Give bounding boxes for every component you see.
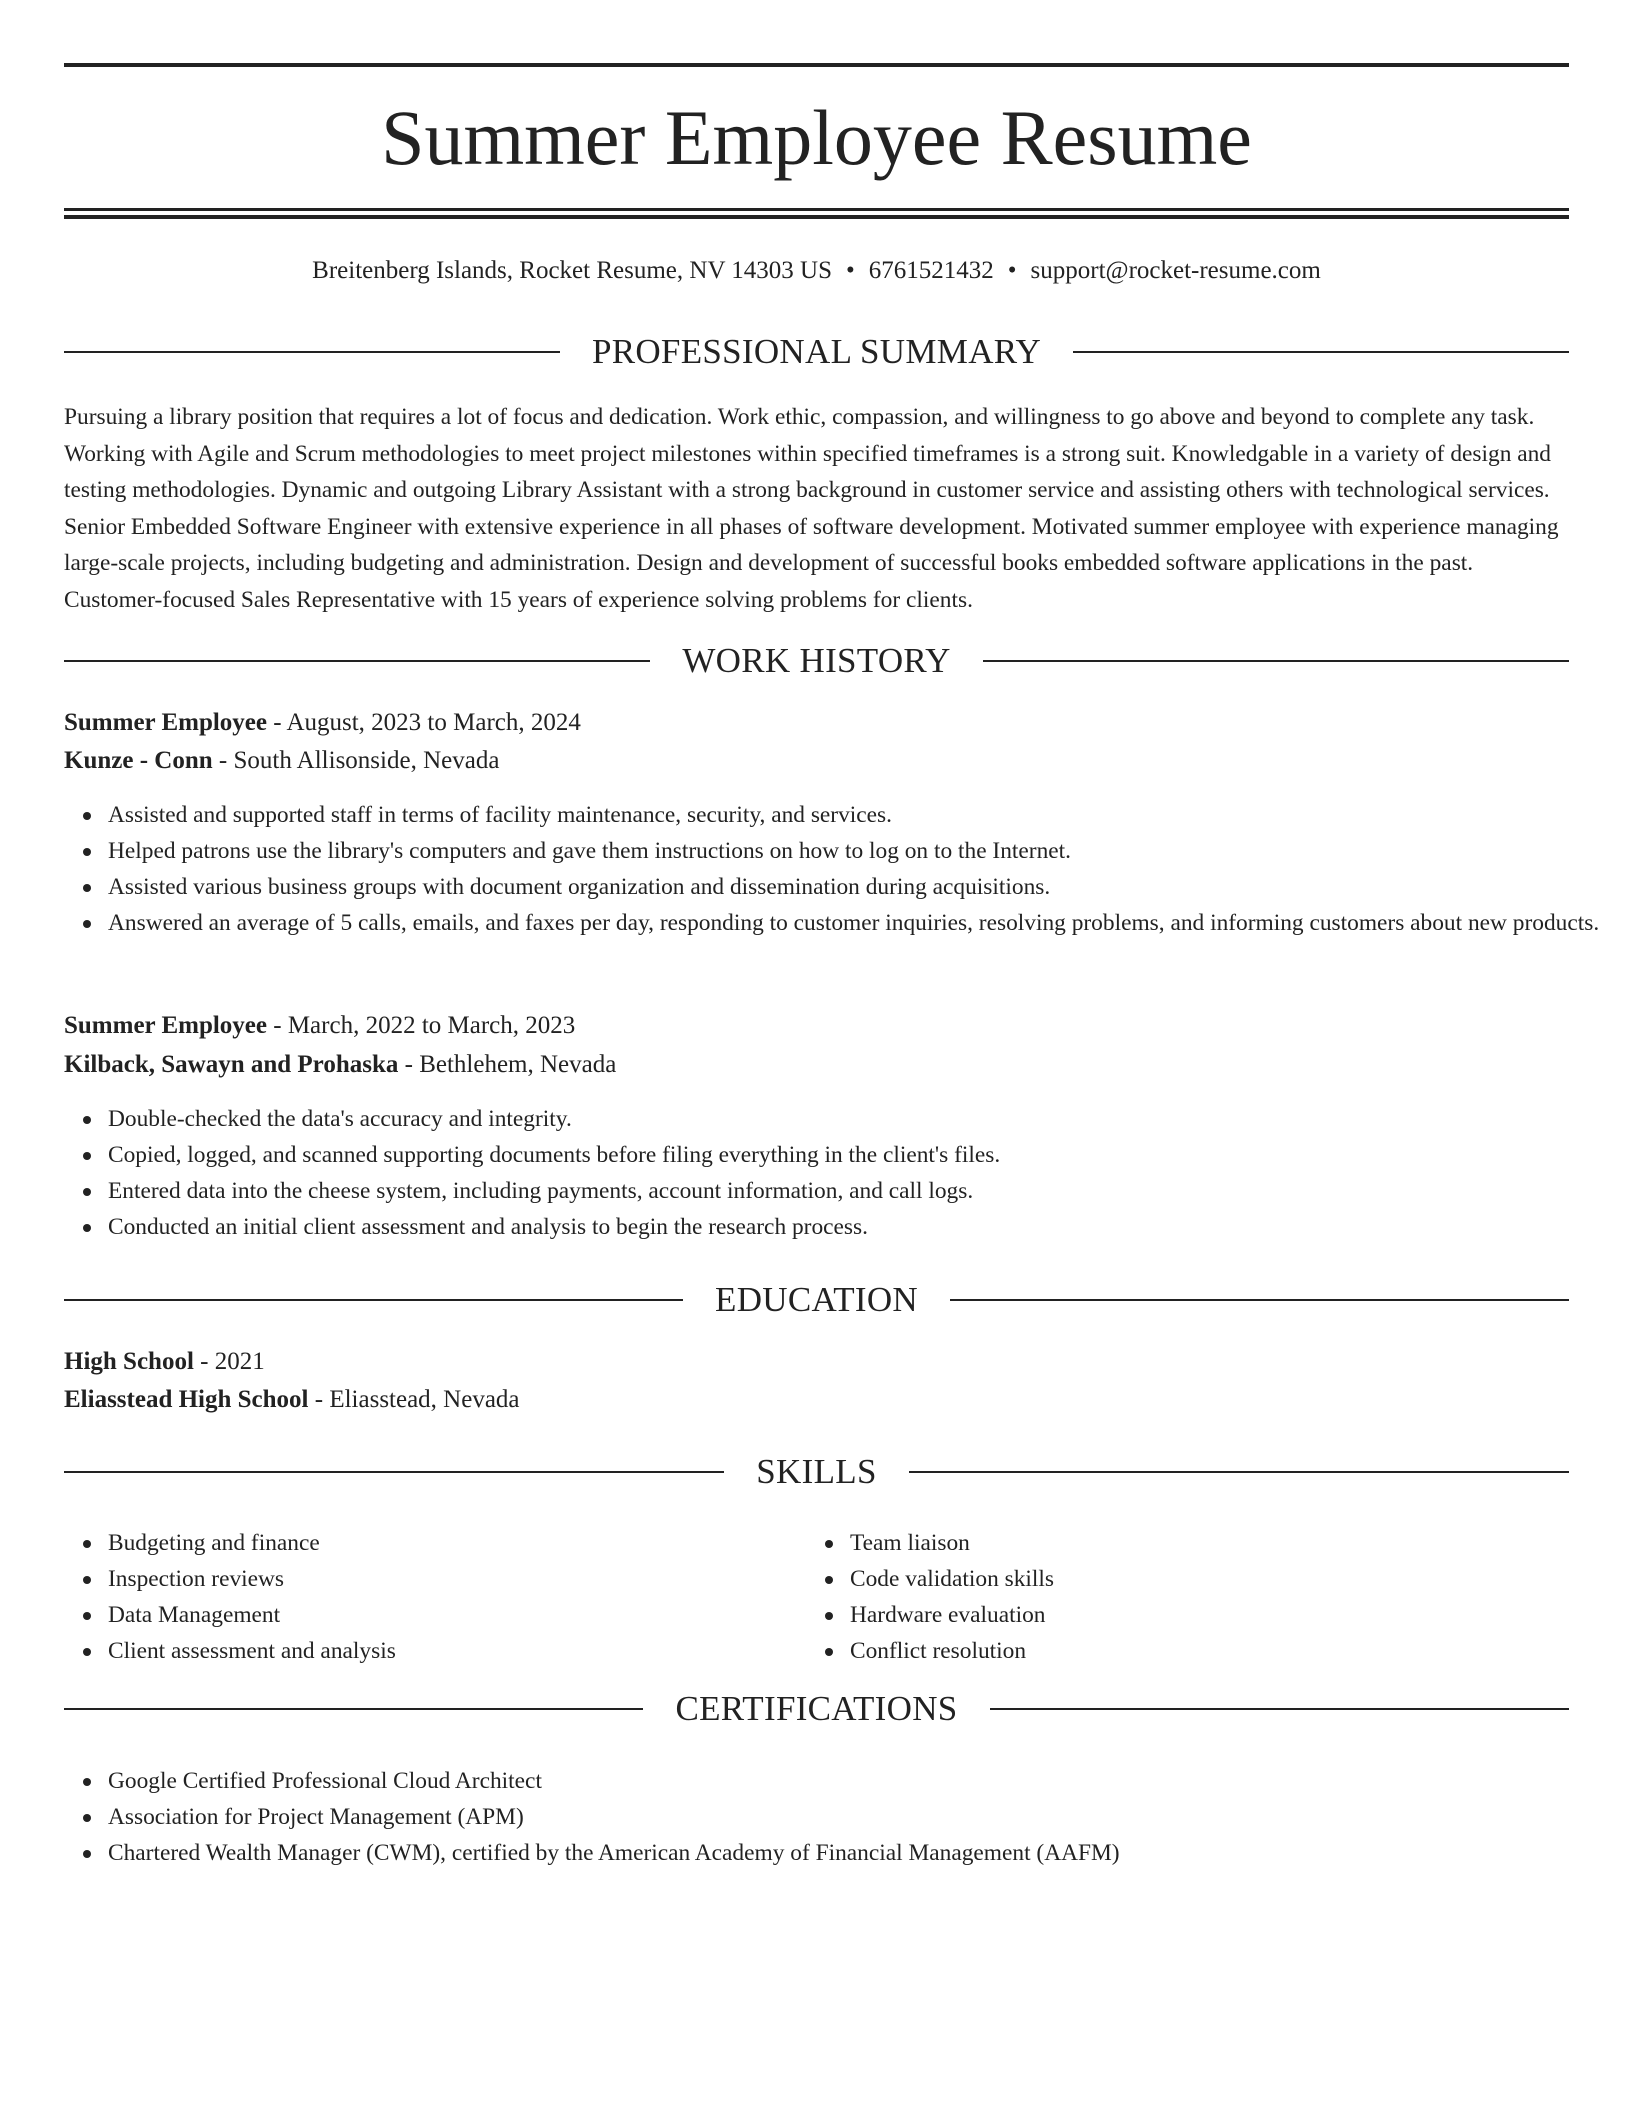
list-item: Assisted and supported staff in terms of facility maintenance, security, and services. — [108, 797, 1613, 833]
certifications-heading — [64, 1687, 1569, 1731]
job-1-company: Kunze - Conn — [64, 747, 213, 774]
list-item: Entered data into the cheese system, including payments, account information, and call logs. — [108, 1173, 1613, 1209]
contact-separator: • — [1007, 257, 1017, 284]
education-year: - 2021 — [193, 1348, 265, 1375]
list-item: Association for Project Management (APM) — [108, 1799, 1613, 1835]
list-item: Google Certified Professional Cloud Architect — [108, 1763, 1613, 1799]
resume-title: Summer Employee Resume — [381, 94, 1252, 181]
list-item: Chartered Wealth Manager (CWM), certified by the American Academy of Financial Management (AAFM) — [108, 1835, 1613, 1871]
list-item: Inspection reviews — [108, 1561, 1613, 1597]
education-degree-line — [64, 1345, 1569, 1379]
job-1-company-line — [64, 744, 1569, 778]
skills-list-right — [806, 1525, 1632, 1669]
job-2-title-line — [64, 1009, 1569, 1043]
heading-rule-right — [983, 660, 1569, 662]
header-bottom-rule-thick — [64, 215, 1569, 219]
job-2-company: Kilback, Sawayn and Prohaska — [64, 1051, 399, 1078]
education-school-line — [64, 1383, 1569, 1417]
list-item: Client assessment and analysis — [108, 1633, 1613, 1669]
contact-address: Breitenberg Islands, Rocket Resume, NV 14303 US — [312, 257, 833, 284]
job-2-company-line — [64, 1048, 1569, 1082]
contact-separator: • — [846, 257, 855, 284]
header-bottom-rule — [64, 208, 1569, 211]
contact-line — [64, 254, 1569, 288]
job-1-title: Summer Employee — [64, 709, 267, 736]
job-2-bullets — [64, 1101, 1613, 1245]
education-heading-label: EDUCATION — [715, 1280, 918, 1319]
contact-phone: 6761521432 — [868, 257, 994, 284]
list-item: Data Management — [108, 1597, 1613, 1633]
list-item: Assisted various business groups with document organization and dissemination during acquisitions. — [108, 869, 1613, 905]
work-history-heading-label: WORK HISTORY — [682, 641, 951, 680]
list-item: Code validation skills — [850, 1561, 1632, 1597]
heading-rule-right — [990, 1708, 1569, 1710]
summary-heading-label: PROFESSIONAL SUMMARY — [591, 332, 1042, 371]
list-item: Helped patrons use the library's computers and gave them instructions on how to log on to the Internet. — [108, 833, 1613, 869]
work-history-heading — [64, 639, 1569, 683]
heading-rule-left — [64, 351, 560, 353]
certifications-heading-label: CERTIFICATIONS — [675, 1689, 958, 1728]
heading-rule-left — [64, 1708, 643, 1710]
list-item: Conducted an initial client assessment and analysis to begin the research process. — [108, 1209, 1613, 1245]
heading-rule-right — [909, 1471, 1569, 1473]
list-item: Double-checked the data's accuracy and integrity. — [108, 1101, 1613, 1137]
education-heading — [64, 1278, 1569, 1322]
list-item: Team liaison — [850, 1525, 1632, 1561]
job-2-dates: - March, 2022 to March, 2023 — [267, 1012, 576, 1039]
job-1-title-line — [64, 706, 1569, 740]
summary-heading — [64, 330, 1569, 374]
header-top-rule — [64, 63, 1569, 67]
education-degree: High School — [64, 1348, 194, 1375]
certifications-list — [64, 1763, 1613, 1871]
heading-rule-left — [64, 1299, 683, 1301]
heading-rule-right — [950, 1299, 1569, 1301]
skills-heading — [64, 1450, 1569, 1494]
list-item: Budgeting and finance — [108, 1525, 1613, 1561]
list-item: Answered an average of 5 calls, emails, and faxes per day, responding to customer inquiries, resolving problems, and informing customers about new products. — [108, 905, 1613, 941]
contact-email: support@rocket-resume.com — [1030, 257, 1321, 284]
heading-rule-right — [1073, 351, 1569, 353]
job-2-title: Summer Employee — [64, 1012, 267, 1039]
skills-heading-label: SKILLS — [756, 1452, 877, 1491]
heading-rule-left — [64, 660, 650, 662]
list-item: Conflict resolution — [850, 1633, 1632, 1669]
job-2-location: - Bethlehem, Nevada — [398, 1051, 617, 1078]
job-1-location: - South Allisonside, Nevada — [212, 747, 500, 774]
job-1-dates: - August, 2023 to March, 2024 — [267, 709, 581, 736]
job-1-bullets — [64, 797, 1613, 941]
education-school: Eliasstead High School — [64, 1386, 309, 1413]
list-item: Hardware evaluation — [850, 1597, 1632, 1633]
heading-rule-left — [64, 1471, 724, 1473]
summary-text: Pursuing a library position that requires a lot of focus and dedication. Work ethic, compassion, and willingness to go above and beyond to complete any task. Working with Agile and Scrum methodologies to meet project milestones within specified timeframes is a strong suit. Knowledgable in a variety of design and testing methodologies. Dynamic and outgoing Library Assistant with a strong background in customer service and assisting others with technological services. Senior Embedded Software Engineer with extensive experience in all phases of software development. Motivated summer employee with experience managing large-scale projects, including budgeting and administration. Design and development of successful books embedded software applications in the past. Customer-focused Sales Representative with 15 years of experience solving problems for clients. — [64, 404, 1559, 613]
education-location: - Eliasstead, Nevada — [308, 1386, 520, 1413]
list-item: Copied, logged, and scanned supporting documents before filing everything in the client's files. — [108, 1137, 1613, 1173]
